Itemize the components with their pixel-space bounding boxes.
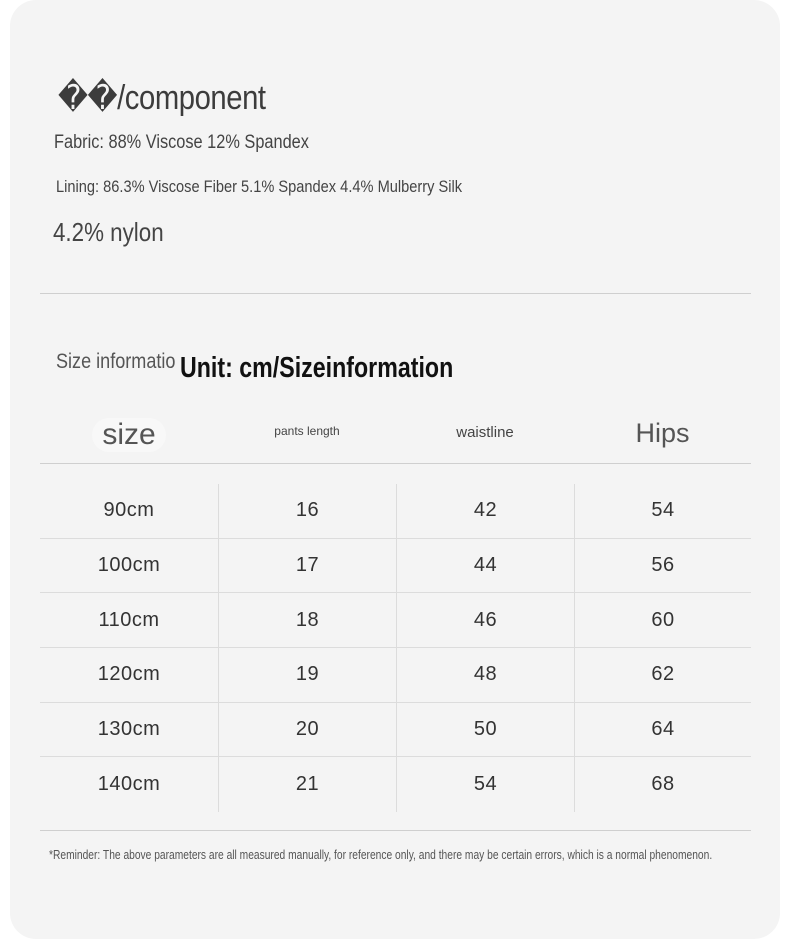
section-divider <box>40 293 751 294</box>
cell-hips: 64 <box>574 703 751 757</box>
table-row <box>40 539 751 594</box>
unit-label: Unit: cm/Sizeinformation <box>180 352 454 384</box>
cell-pants-length: 19 <box>218 648 396 702</box>
table-row <box>40 593 751 648</box>
cell-waistline: 46 <box>396 593 574 647</box>
cell-hips: 54 <box>574 484 751 538</box>
fabric-composition: Fabric: 88% Viscose 12% Spandex <box>54 132 309 153</box>
lining-composition: Lining: 86.3% Viscose Fiber 5.1% Spandex 4.4% Mulberry Silk <box>56 177 463 196</box>
header-size <box>40 418 218 452</box>
cell-pants-length: 20 <box>218 703 396 757</box>
cell-size: 100cm <box>97 554 161 577</box>
size-info-label: Size informatio <box>56 350 176 373</box>
cell-waistline: 42 <box>396 484 574 538</box>
table-row <box>40 703 751 758</box>
cell-hips: 60 <box>574 593 751 647</box>
header-pants-length: pants length <box>274 424 340 438</box>
cell-pants-length: 17 <box>218 539 396 593</box>
cell-hips: 56 <box>574 539 751 593</box>
cell-waistline: 44 <box>396 539 574 593</box>
cell-pants-length: 18 <box>218 593 396 647</box>
cell-size: 110cm <box>98 608 160 631</box>
header-divider <box>40 463 751 464</box>
cell-pants-length: 21 <box>218 757 396 812</box>
header-waistline: waistline <box>456 424 514 441</box>
footer-divider <box>40 830 751 831</box>
cell-size: 140cm <box>97 773 161 796</box>
table-row <box>40 648 751 703</box>
table-row <box>40 484 751 539</box>
component-title: ��/component <box>58 79 266 117</box>
reminder-note: *Reminder: The above parameters are all measured manually, for reference only, and there may be certain errors, which is a normal phenomenon. <box>49 848 713 862</box>
cell-waistline: 50 <box>396 703 574 757</box>
cell-pants-length: 16 <box>218 484 396 538</box>
cell-size: 90cm <box>103 499 155 522</box>
cell-waistline: 48 <box>396 648 574 702</box>
header-size-label: size <box>92 418 165 452</box>
lining-composition-continued: 4.2% nylon <box>53 217 164 247</box>
cell-waistline: 54 <box>396 757 574 812</box>
header-hips: Hips <box>635 418 690 448</box>
cell-hips: 62 <box>574 648 751 702</box>
table-row <box>40 757 751 812</box>
cell-size: 120cm <box>97 663 161 686</box>
cell-size: 130cm <box>97 718 161 741</box>
size-table <box>40 484 751 812</box>
cell-hips: 68 <box>574 757 751 812</box>
